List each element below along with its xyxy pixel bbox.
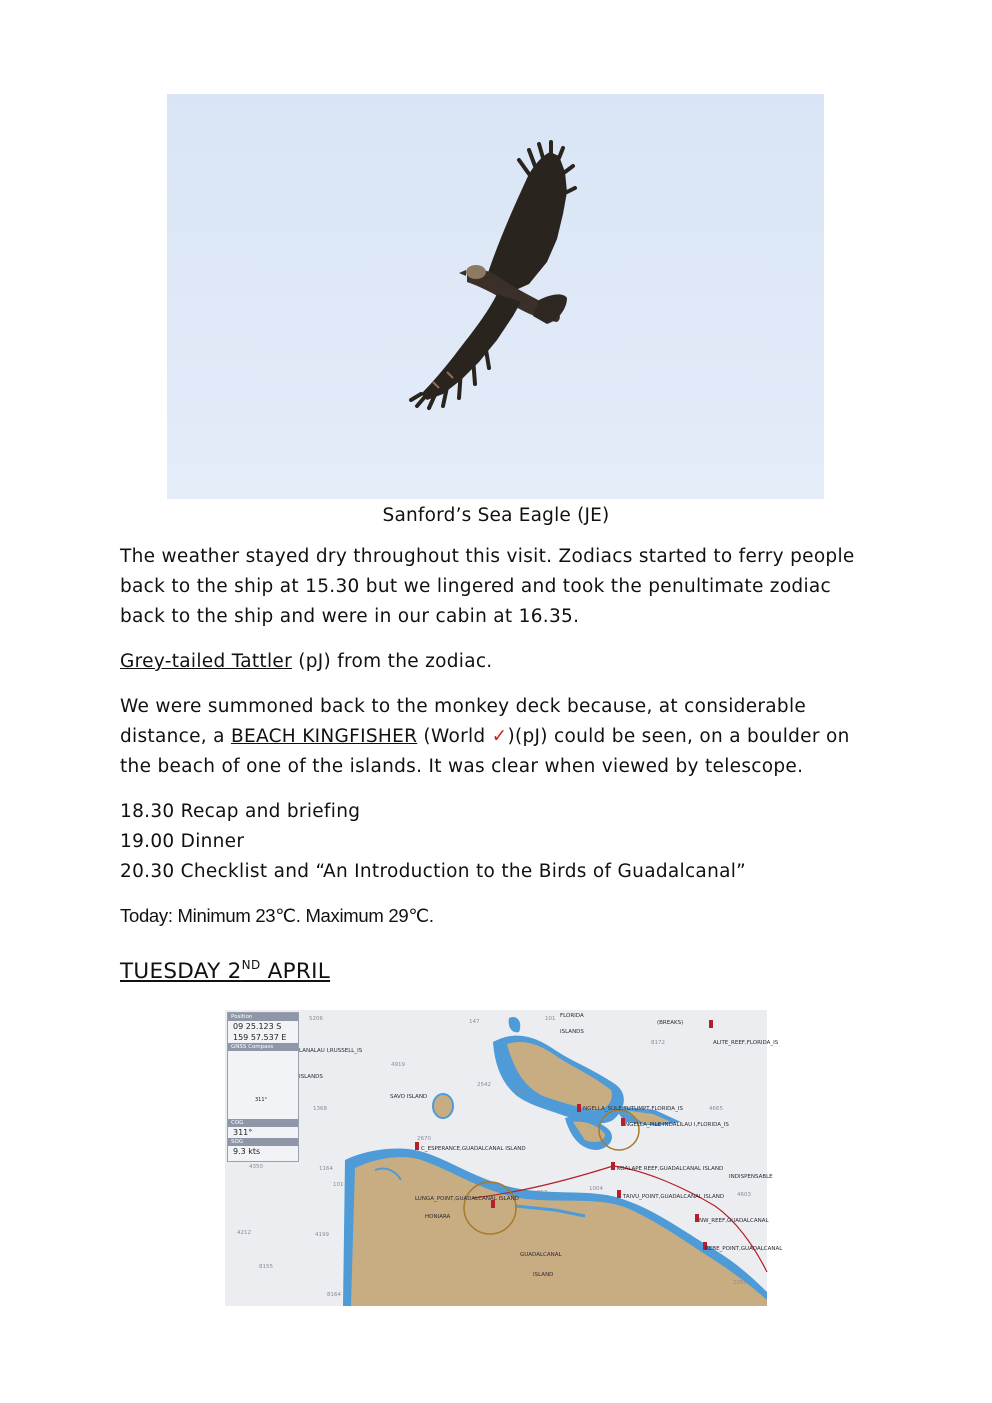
day-heading-text: TUESDAY 2 [120,959,242,984]
cog-label: COG [228,1119,298,1127]
map-label: LANALAU I,RUSSELL_IS [299,1048,363,1054]
checkmark-icon: ✓ [491,726,508,747]
navigation-chart-photo [225,1010,783,1306]
map-label: KOALAPE REEF,GUADALCANAL ISLAND [617,1166,724,1172]
map-label: LUNGA_POINT,GUADALCANAL ISLAND [415,1196,519,1202]
map-label: C_ESPERANCE,GUADALCANAL ISLAND [421,1146,526,1152]
depth-sounding: 4603 [737,1192,751,1198]
depth-sounding: 4199 [315,1232,329,1238]
longitude-value: 159 57.537 E [233,1033,287,1042]
map-label: REBE_POINT,GUADALCANAL [705,1246,783,1252]
map-label: INDISPENSABLE [729,1174,773,1180]
navigation-chart-map [225,1010,767,1306]
compass-heading: 311° [255,1097,268,1103]
temperature-summary: Today: Minimum 23℃. Maximum 29℃. [120,905,434,926]
map-label: TAIVU_POINT,GUADALCANAL ISLAND [623,1194,725,1200]
gnss-panel [227,1012,299,1162]
depth-sounding: 1164 [319,1166,333,1172]
depth-sounding: 1004 [589,1186,603,1192]
kingfisher-details: )(pJ) could be seen, on a boulder on the beach of one of the islands. It was clear when viewed by telescope. [120,726,850,777]
latitude-value: 09 25.123 S [233,1022,282,1031]
depth-sounding: 2542 [477,1082,491,1088]
map-label: SAVO ISLAND [390,1094,428,1100]
sea-eagle-image [167,94,824,499]
map-label: FLORIDA [560,1013,584,1019]
map-label: (BREAKS) [657,1020,684,1026]
sog-label: SOG [228,1138,298,1146]
evening-schedule [120,797,880,887]
depth-sounding: 101 [545,1016,556,1022]
cog-value: 311° [233,1128,253,1137]
photo-caption: Sanford’s Sea Eagle (JE) [382,505,610,526]
kingfisher-paragraph [120,692,880,782]
tattler-paragraph [120,647,880,677]
species-link-tattler: Grey-tailed Tattler [120,651,293,672]
compass-area [228,1051,298,1119]
map-label: NGELLA_SULE,TUTUMPT,FLORIDA_IS [583,1106,683,1112]
map-label: ISLANDS [560,1029,584,1035]
gnss-compass-label: GNSS Compass [228,1043,298,1051]
map-label: NW_REEF,GUADALCANAL [699,1218,769,1224]
schedule-item: 18.30 Recap and briefing [120,801,361,822]
depth-sounding: 1368 [313,1106,327,1112]
map-label: NGELLA_PILE INDALILAU I,FLORIDA_IS [625,1122,729,1128]
map-label: GUADALCANAL [520,1252,562,1258]
depth-sounding: 147 [469,1019,480,1025]
depth-sounding: 253 [537,1190,548,1196]
sog-value: 9.3 kts [233,1147,261,1156]
depth-sounding: 8172 [651,1040,665,1046]
depth-sounding: 275 [515,1090,526,1096]
depth-sounding: 4350 [249,1164,263,1170]
kingfisher-world: (World [417,726,492,747]
weather-paragraph: The weather stayed dry throughout this visit. Zodiacs started to ferry people back to the ship at 15.30 but we lingered and took the penultimate zodiac back to the ship and were in our cabin at 16.35. [120,546,855,627]
position-label: Position [228,1013,298,1021]
depth-sounding: 2670 [417,1136,431,1142]
depth-sounding: 8155 [259,1264,273,1270]
depth-sounding: 5206 [309,1016,323,1022]
map-label: HONIARA [425,1214,451,1220]
schedule-item: 20.30 Checklist and “An Introduction to the Birds of Guadalcanal” [120,861,747,882]
map-label: ISLANDS [299,1074,323,1080]
depth-sounding: 4919 [391,1062,405,1068]
depth-sounding: 8164 [327,1292,341,1298]
schedule-item: 19.00 Dinner [120,831,245,852]
kingfisher-intro: We were summoned back to the monkey deck because, at considerable distance, a [120,696,807,747]
depth-sounding: 4212 [237,1230,251,1236]
day-heading-month: APRIL [260,959,331,984]
depth-sounding: 2059 [733,1280,747,1286]
map-label: ALITE_REEF,FLORIDA_IS [713,1040,779,1046]
map-label: ISLAND [533,1272,554,1278]
depth-sounding: 101 [333,1182,344,1188]
tattler-note: (pJ) from the zodiac. [292,651,493,672]
day-heading [120,958,330,984]
day-heading-ordinal: ND [241,958,261,972]
sea-eagle-photo [167,94,824,499]
species-link-kingfisher: BEACH KINGFISHER [230,726,418,747]
depth-sounding: 4665 [709,1106,723,1112]
